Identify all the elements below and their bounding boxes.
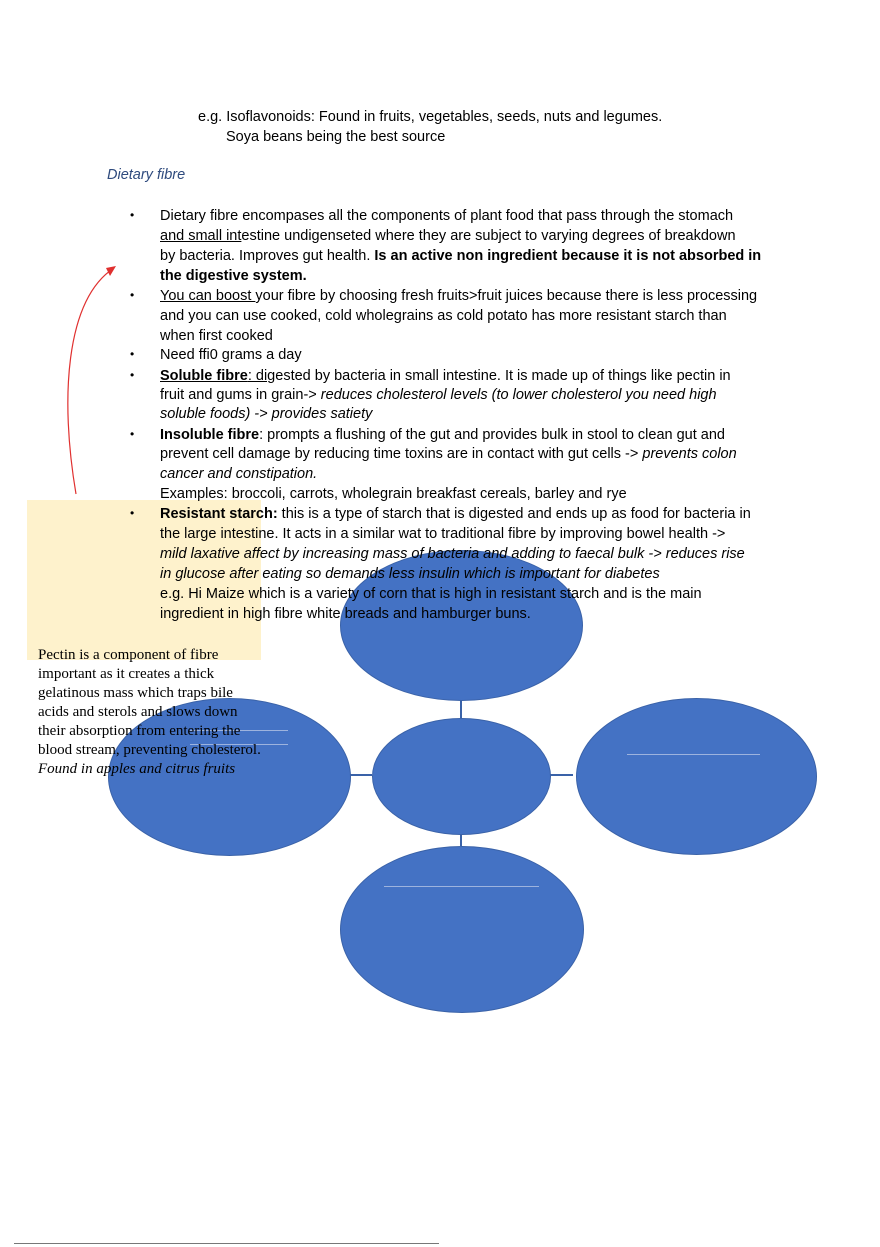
- b2-line-1: [160, 286, 757, 306]
- b6-line-1: [160, 504, 751, 524]
- b3-line-1: Need ffi0 grams a day: [160, 347, 302, 363]
- b4-label: Soluble fibre: [160, 368, 248, 384]
- b5-line-2-plain: prevent cell damage by reducing time toxins are in contact with gut cells ->: [160, 446, 643, 462]
- b6-line-5: e.g. Hi Maize which is a variety of corn that is high in resistant starch and is the main: [160, 586, 702, 602]
- b5-label: Insoluble fibre: [160, 427, 260, 443]
- b1-line-4: the digestive system.: [160, 268, 307, 284]
- b6-line-1-rest: this is a type of starch that is digested and ends up as food for bacteria in: [277, 506, 751, 522]
- b5-line-1-rest: : prompts a flushing of the gut and provides bulk in stool to clean gut and: [259, 427, 725, 443]
- bullet-icon: •: [130, 288, 135, 302]
- annotation-arrow: [68, 268, 114, 494]
- bullet-icon: •: [130, 427, 135, 441]
- b6-line-4: in glucose after eating so demands less insulin which is important for diabetes: [160, 566, 660, 582]
- b4-colon: : dig: [247, 368, 276, 384]
- mindmap-node-right: [576, 698, 817, 855]
- b1-line-3-bold: Is an active non ingredient because it is not absorbed in: [374, 248, 762, 264]
- bullet-icon: •: [130, 347, 135, 361]
- b6-label: Resistant starch:: [160, 506, 278, 522]
- b6-line-6: ingredient in high fibre white breads and hamburger buns.: [160, 606, 531, 622]
- note-body: Pectin is a component of fibre important as it creates a thick gelatinous mass which traps bile acids and sterols and slows down their absorption from entering the blood stream, preventing cholesterol.: [38, 647, 261, 758]
- node-bottom-text-line: [384, 886, 539, 887]
- b5-line-1: [160, 425, 725, 445]
- b6-line-3: mild laxative affect by increasing mass of bacteria and adding to faecal bulk -> reduces rise: [160, 546, 745, 562]
- b2-line-2: and you can use cooked, cold wholegrains as cold potato has more resistant starch than: [160, 308, 727, 324]
- bullet-icon: •: [130, 208, 135, 222]
- bullet-icon: •: [130, 506, 135, 520]
- b1-line-1: Dietary fibre encompases all the components of plant food that pass through the stomach: [160, 208, 734, 224]
- example-line-2: Soya beans being the best source: [226, 129, 446, 145]
- b4-line-2-plain: fruit and gums in grain->: [160, 387, 321, 403]
- b1-line-2: [160, 226, 736, 246]
- b4-line-2-italic: reduces cholesterol levels (to lower cholesterol you need high: [320, 387, 717, 403]
- b6-line-2: the large intestine. It acts in a similar wat to traditional fibre by improving bowel health ->: [160, 526, 726, 542]
- bullet-icon: •: [130, 368, 135, 382]
- b1-line-2-rest: estine undigenseted where they are subject to varying degrees of breakdown: [241, 228, 736, 244]
- b1-line-3-plain: by bacteria. Improves gut health.: [160, 248, 375, 264]
- b4-line-1: [160, 366, 731, 386]
- node-right-text-line: [627, 754, 760, 755]
- b2-line-3: when first cooked: [160, 328, 273, 344]
- arrow-head: [106, 266, 116, 276]
- b1-line-3: [160, 246, 761, 266]
- b1-line-2-underlined: and small int: [160, 228, 242, 244]
- b4-line-2: [160, 385, 717, 405]
- b2-line-1-underlined: You can boost: [160, 288, 256, 304]
- b5-line-2: [160, 444, 737, 464]
- b5-line-3: cancer and constipation.: [160, 466, 318, 482]
- note-italic: Found in apples and citrus fruits: [38, 761, 236, 777]
- b5-line-2-italic: prevents colon: [642, 446, 737, 462]
- mindmap-node-bottom: [340, 846, 584, 1013]
- b4-line-1-rest: ested by bacteria in small intestine. It is made up of things like pectin in: [275, 368, 731, 384]
- example-line-1: e.g. Isoflavonoids: Found in fruits, vegetables, seeds, nuts and legumes.: [198, 109, 663, 125]
- b4-line-3: soluble foods) -> provides satiety: [160, 406, 373, 422]
- section-heading: Dietary fibre: [107, 167, 186, 183]
- footer-rule: [14, 1243, 439, 1244]
- b2-line-1-rest: your fibre by choosing fresh fruits>fruit juices because there is less processing: [255, 288, 758, 304]
- annotation-note-text: [38, 646, 263, 779]
- b5-line-4: Examples: broccoli, carrots, wholegrain breakfast cereals, barley and rye: [160, 486, 627, 502]
- mindmap-node-center: [372, 718, 551, 835]
